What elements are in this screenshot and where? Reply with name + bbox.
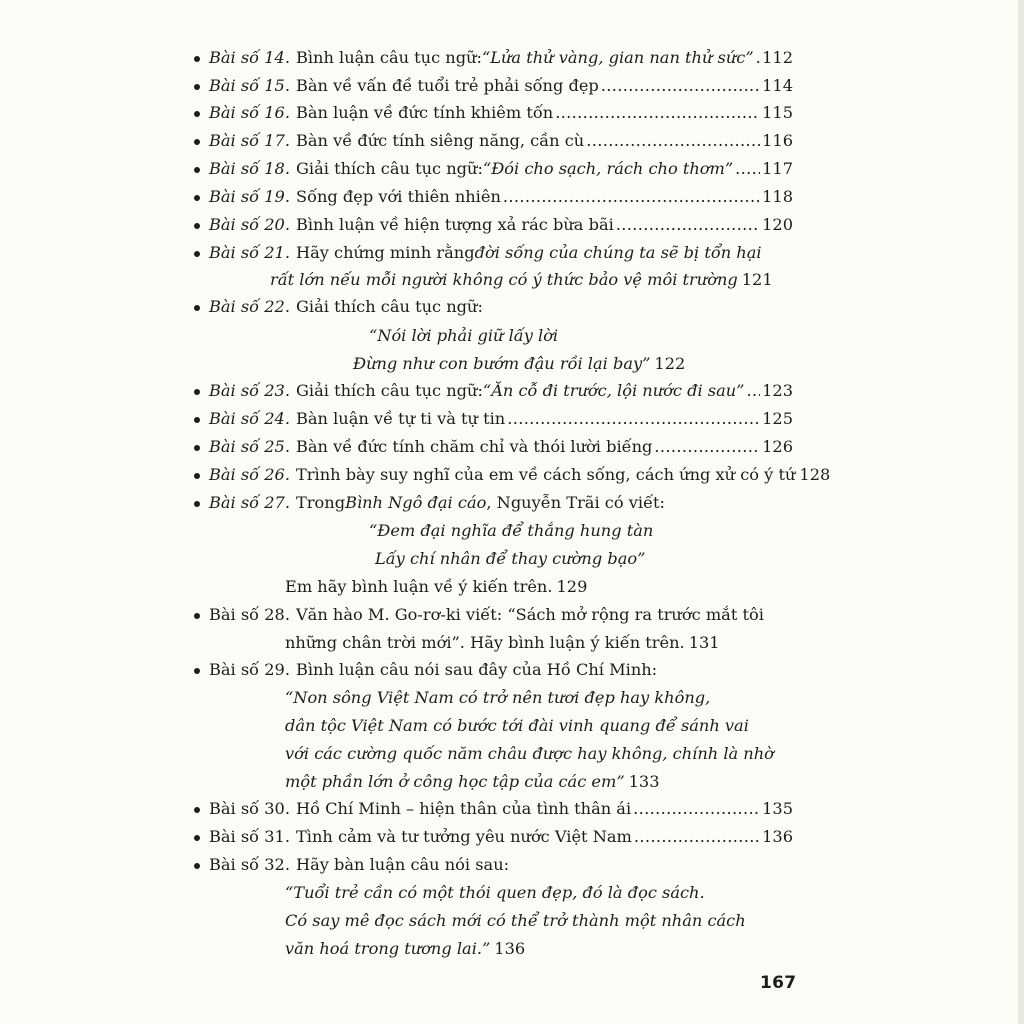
page-number: 112	[762, 48, 793, 67]
entry-title: Bàn về đức tính chăm chỉ và thói lười biếng	[295, 437, 653, 456]
dot-leader	[633, 795, 760, 823]
entry-quote: đời sống của chúng ta sẽ bị tổn hại	[474, 243, 762, 262]
page-number: 115	[762, 103, 793, 122]
entry-label: Bài số 23.	[209, 381, 290, 400]
folio-page-number: 167	[760, 973, 797, 993]
page-number: 129	[556, 577, 588, 596]
entry-continuation: Em hãy bình luận về ý kiến trên.	[285, 577, 553, 596]
entry-label: Bài số 28.	[209, 605, 290, 624]
bullet-icon	[194, 807, 200, 813]
dot-leader	[586, 127, 760, 155]
verse-line: với các cường quốc năm châu được hay không, chính là nhờ	[285, 744, 774, 763]
entry-label: Bài số 19.	[209, 187, 290, 206]
bullet-icon	[194, 56, 200, 62]
entry-quote: “Lửa thử vàng, gian nan thử sức”	[481, 48, 754, 67]
entry-title: Bàn luận về đức tính khiêm tốn	[295, 103, 554, 122]
bullet-icon	[194, 613, 200, 619]
bullet-icon	[194, 251, 200, 257]
entry-title: Hãy bàn luận câu nói sau:	[295, 855, 510, 874]
page-number: 114	[762, 76, 793, 95]
dot-leader	[555, 99, 760, 127]
dot-leader	[601, 72, 760, 100]
entry-label: Bài số 14.	[209, 48, 290, 67]
page-number: 136	[762, 827, 793, 846]
page-number: 117	[762, 159, 793, 178]
entry-label: Bài số 26.	[209, 465, 290, 484]
page-number: 121	[741, 270, 773, 289]
dot-leader	[634, 823, 760, 851]
entry-title-tail: , Nguyễn Trãi có viết:	[486, 493, 665, 512]
entry-title: Hồ Chí Minh – hiện thân của tình thân ái	[295, 799, 632, 818]
verse-line: dân tộc Việt Nam có bước tới đài vinh quang để sánh vai	[285, 716, 749, 735]
entry-title: Giải thích câu tục ngữ:	[295, 297, 483, 316]
entry-title: Giải thích câu tục ngữ:	[295, 381, 483, 400]
page-number: 131	[688, 633, 720, 652]
entry-quote: “Đói cho sạch, rách cho thơm”	[482, 159, 734, 178]
verse-line: một phần lớn ở công học tập của các em”	[285, 772, 625, 791]
entry-title: Trong	[295, 493, 346, 512]
entry-label: Bài số 21.	[209, 243, 290, 262]
dot-leader	[735, 155, 760, 183]
bullet-icon	[194, 445, 200, 451]
verse-line: Đừng như con bướm đậu rồi lại bay”	[353, 354, 651, 373]
page-number: 116	[762, 131, 793, 150]
entry-title: Bàn về vấn đề tuổi trẻ phải sống đẹp	[295, 76, 599, 95]
verse-line: Có say mê đọc sách mới có thể trở thành một nhân cách	[285, 911, 746, 930]
entry-title: Bình luận câu tục ngữ:	[295, 48, 482, 67]
dot-leader	[654, 433, 760, 461]
bullet-icon	[194, 84, 200, 90]
dot-leader	[507, 405, 760, 433]
bullet-icon	[194, 167, 200, 173]
entry-title: Giải thích câu tục ngữ:	[295, 159, 483, 178]
entry-quote: Bình Ngô đại cáo	[345, 493, 487, 512]
page-number: 136	[494, 939, 526, 958]
entry-label: Bài số 18.	[209, 159, 290, 178]
entry-title: Bàn về đức tính siêng năng, cần cù	[295, 131, 585, 150]
verse-line: “Đem đại nghĩa để thắng hung tàn	[369, 521, 654, 540]
entry-title: Trình bày suy nghĩ của em về cách sống, cách ứng xử có ý tứ	[295, 465, 796, 484]
entry-continuation: những chân trời mới”. Hãy bình luận ý kiến trên.	[285, 633, 685, 652]
entry-label: Bài số 16.	[209, 103, 290, 122]
bullet-icon	[194, 668, 200, 674]
entry-label: Bài số 22.	[209, 297, 290, 316]
entry-title: Hãy chứng minh rằng	[295, 243, 475, 262]
verse-line: văn hoá trong tương lai.”	[285, 939, 491, 958]
verse-line: Lấy chí nhân để thay cường bạo”	[375, 549, 646, 568]
page-number: 120	[762, 215, 793, 234]
dot-leader	[746, 377, 760, 405]
entry-label: Bài số 29.	[209, 660, 290, 679]
entry-label: Bài số 24.	[209, 409, 290, 428]
bullet-icon	[194, 305, 200, 311]
page-number: 118	[762, 187, 793, 206]
bullet-icon	[194, 417, 200, 423]
bullet-icon	[194, 389, 200, 395]
dot-leader	[756, 44, 761, 72]
verse-line: “Non sông Việt Nam có trở nên tươi đẹp hay không,	[285, 688, 711, 707]
entry-label: Bài số 30.	[209, 799, 290, 818]
entry-label: Bài số 20.	[209, 215, 290, 234]
bullet-icon	[194, 111, 200, 117]
entry-title: Tình cảm và tư tưởng yêu nước Việt Nam	[295, 827, 632, 846]
bullet-icon	[194, 473, 200, 479]
entry-label: Bài số 31.	[209, 827, 290, 846]
bullet-icon	[194, 223, 200, 229]
page-number: 125	[762, 409, 793, 428]
entry-quote: “Ăn cỗ đi trước, lội nước đi sau”	[482, 381, 745, 400]
bullet-icon	[194, 139, 200, 145]
entry-label: Bài số 25.	[209, 437, 290, 456]
bullet-icon	[194, 501, 200, 507]
bullet-icon	[194, 863, 200, 869]
entry-label: Bài số 32.	[209, 855, 290, 874]
page-number: 122	[654, 354, 686, 373]
entry-title: Bình luận câu nói sau đây của Hồ Chí Minh:	[295, 660, 658, 679]
page-number: 128	[799, 465, 831, 484]
verse-line: “Nói lời phải giữ lấy lời	[369, 326, 559, 345]
bullet-icon	[194, 195, 200, 201]
dot-leader	[503, 183, 760, 211]
entry-continuation: rất lớn nếu mỗi người không có ý thức bảo vệ môi trường	[270, 270, 738, 289]
dot-leader	[616, 211, 760, 239]
entry-title: Bàn luận về tự ti và tự tin	[295, 409, 506, 428]
page-number: 123	[762, 381, 793, 400]
entry-label: Bài số 17.	[209, 131, 290, 150]
verse-line: “Tuổi trẻ cần có một thói quen đẹp, đó là đọc sách.	[285, 883, 705, 902]
page-number: 126	[762, 437, 793, 456]
entry-title: Sống đẹp với thiên nhiên	[295, 187, 501, 206]
entry-label: Bài số 27.	[209, 493, 290, 512]
entry-label: Bài số 15.	[209, 76, 290, 95]
bullet-icon	[194, 835, 200, 841]
page-number: 135	[762, 799, 793, 818]
page-number: 133	[628, 772, 660, 791]
entry-title: Văn hào M. Go-rơ-ki viết: “Sách mở rộng ra trước mắt tôi	[295, 605, 764, 624]
entry-title: Bình luận về hiện tượng xả rác bừa bãi	[295, 215, 614, 234]
